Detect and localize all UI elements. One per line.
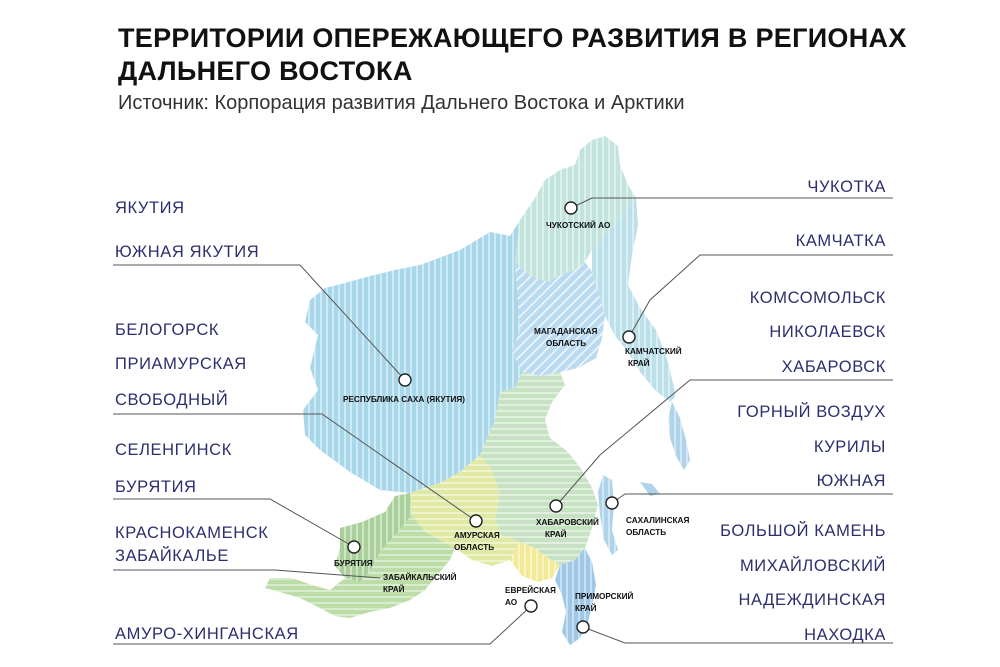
label-nikolaevsk: НИКОЛАЕВСК — [769, 323, 886, 341]
region-name-magadan-1: МАГАДАНСКАЯ — [534, 327, 598, 336]
label-chukotka: ЧУКОТКА — [807, 178, 886, 196]
label-amuro-khinganskaya: АМУРО-ХИНГАНСКАЯ — [115, 625, 299, 643]
label-kurily: КУРИЛЫ — [813, 438, 886, 456]
region-name-evreiskaya-1: ЕВРЕЙСКАЯ — [505, 586, 556, 595]
label-kamchatka: КАМЧАТКА — [795, 232, 886, 250]
label-buryatia: БУРЯТИЯ — [115, 478, 197, 496]
region-name-khabarovsk-2: КРАЙ — [545, 530, 567, 539]
leader-sakhalin — [612, 494, 893, 503]
marker-khabarovsk — [550, 500, 562, 512]
marker-buryatia — [348, 541, 360, 553]
marker-kamchatka — [623, 331, 635, 343]
source-note: Источник: Корпорация развития Дальнего Востока и Арктики — [118, 92, 685, 114]
label-south-yakutia: ЮЖНАЯ ЯКУТИЯ — [115, 243, 260, 261]
region-name-sakhalin-2: ОБЛАСТЬ — [626, 528, 667, 537]
label-nadezhdinskaya: НАДЕЖДИНСКАЯ — [738, 591, 886, 609]
region-name-zabaikalsky-2: КРАЙ — [383, 585, 405, 594]
leader-evreiskaya — [113, 606, 531, 644]
label-belogorsk: БЕЛОГОРСК — [115, 321, 220, 339]
region-name-amur-1: АМУРСКАЯ — [454, 531, 500, 540]
region-name-magadan-2: ОБЛАСТЬ — [546, 339, 587, 348]
label-yuzhnaya: ЮЖНАЯ — [816, 472, 886, 490]
region-name-sakhalin-1: САХАЛИНСКАЯ — [626, 516, 690, 525]
region-name-zabaikalsky-1: ЗАБАЙКАЛЬСКИЙ — [383, 573, 457, 582]
region-name-kamchatka-2: КРАЙ — [628, 359, 650, 368]
region-name-amur-2: ОБЛАСТЬ — [454, 543, 495, 552]
region-name-kamchatka-1: КАМЧАТСКИЙ — [625, 347, 682, 356]
leader-buryatia — [113, 499, 354, 547]
region-name-evreiskaya-2: АО — [505, 598, 518, 607]
marker-sakhalin — [606, 497, 618, 509]
label-komsomolsk: КОМСОМОЛЬСК — [749, 289, 886, 307]
region-magadan — [512, 262, 605, 376]
label-bolshoy-kamen: БОЛЬШОЙ КАМЕНЬ — [720, 522, 886, 540]
label-gorny-vozdukh: ГОРНЫЙ ВОЗДУХ — [737, 403, 886, 421]
region-name-primorsky-2: КРАЙ — [575, 604, 597, 613]
region-name-sakha: РЕСПУБЛИКА САХА (ЯКУТИЯ) — [343, 395, 465, 404]
label-yakutia: ЯКУТИЯ — [115, 199, 185, 217]
label-zabaikalye: ЗАБАЙКАЛЬЕ — [115, 547, 229, 565]
leader-kamchatka — [629, 255, 893, 337]
label-priamurskaya: ПРИАМУРСКАЯ — [115, 355, 247, 373]
region-name-chukotka: ЧУКОТСКИЙ АО — [546, 221, 611, 230]
map-title: ТЕРРИТОРИИ ОПЕРЕЖАЮЩЕГО РАЗВИТИЯ В РЕГИОНАХ ДАЛЬНЕГО ВОСТОКА — [118, 23, 907, 86]
label-mikhailovsky: МИХАЙЛОВСКИЙ — [739, 557, 886, 575]
marker-chukotka — [565, 202, 577, 214]
marker-sakha — [399, 374, 411, 386]
region-name-khabarovsk-1: ХАБАРОВСКИЙ — [536, 518, 599, 527]
leader-primorsky — [583, 627, 893, 643]
label-khabarovsk: ХАБАРОВСК — [781, 358, 886, 376]
label-svobodny: СВОБОДНЫЙ — [115, 391, 229, 409]
marker-primorsky — [577, 621, 589, 633]
region-name-buryatia: БУРЯТИЯ — [334, 559, 373, 568]
label-nakhodka: НАХОДКА — [804, 626, 886, 644]
marker-amur — [470, 515, 482, 527]
label-krasnokamensk: КРАСНОКАМЕНСК — [115, 524, 269, 542]
label-selenginsk: СЕЛЕНГИНСК — [115, 441, 232, 459]
marker-evreiskaya — [525, 600, 537, 612]
region-name-primorsky-1: ПРИМОРСКИЙ — [575, 592, 634, 601]
